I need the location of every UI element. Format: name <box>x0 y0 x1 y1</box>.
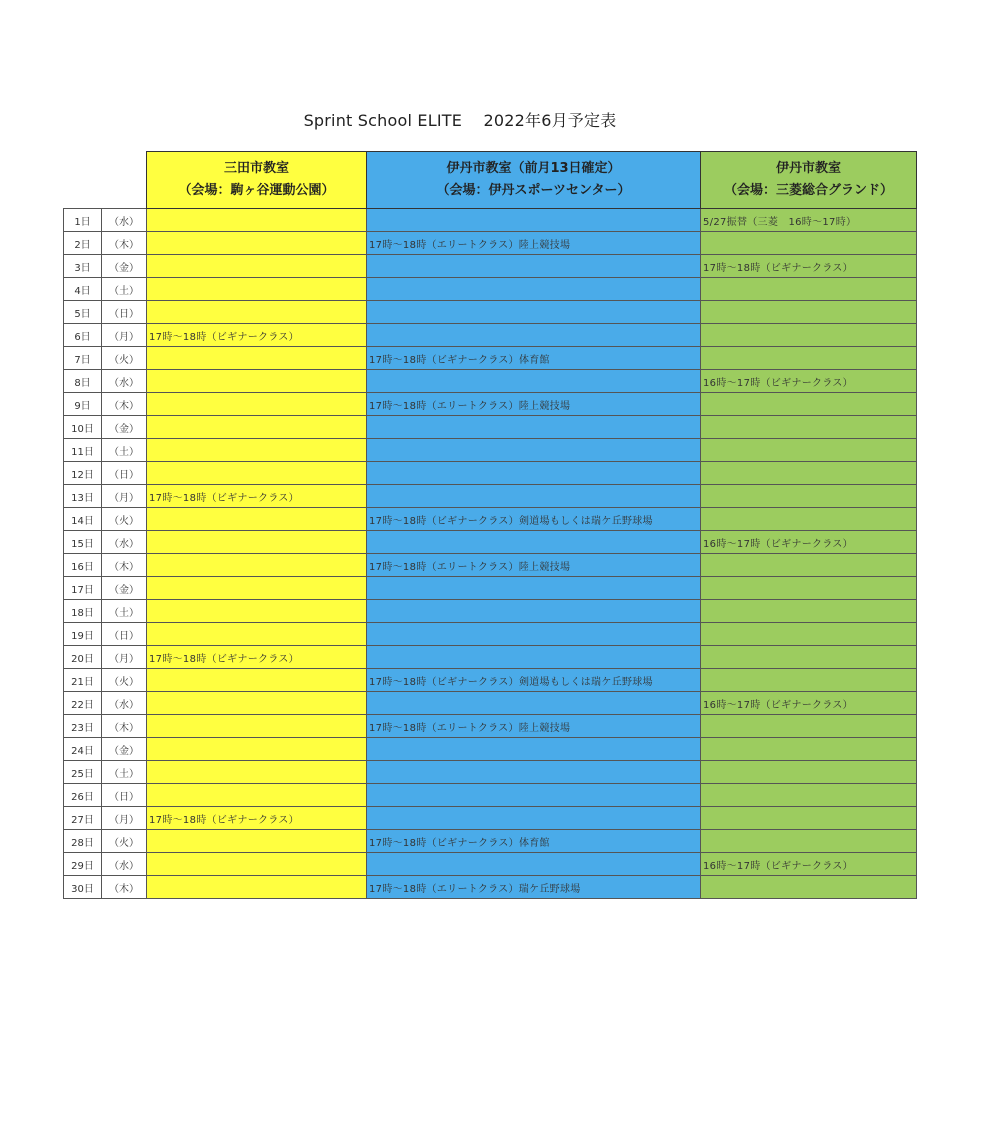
itami-sports-cell: 17時～18時（エリートクラス）陸上競技場 <box>367 715 701 738</box>
sanda-cell <box>147 876 367 899</box>
day-cell: 4日 <box>64 278 102 301</box>
header-itami-sports-name: 伊丹市教室（前月13日確定） <box>446 161 621 176</box>
itami-mitsubishi-cell: 17時～18時（ビギナークラス） <box>701 255 917 278</box>
itami-sports-cell: 17時～18時（エリートクラス）陸上競技場 <box>367 393 701 416</box>
weekday-cell: （金） <box>102 577 147 600</box>
weekday-cell: （日） <box>102 623 147 646</box>
itami-mitsubishi-cell: 16時～17時（ビギナークラス） <box>701 531 917 554</box>
day-cell: 12日 <box>64 462 102 485</box>
table-row <box>64 324 917 347</box>
table-row <box>64 784 917 807</box>
header-blank-day <box>64 152 102 209</box>
itami-sports-cell: 17時～18時（エリートクラス）陸上競技場 <box>367 554 701 577</box>
table-row <box>64 393 917 416</box>
table-row <box>64 577 917 600</box>
header-sanda-name: 三田市教室 <box>223 161 289 176</box>
itami-mitsubishi-cell <box>701 393 917 416</box>
sanda-cell: 17時～18時（ビギナークラス） <box>147 324 367 347</box>
sanda-cell <box>147 301 367 324</box>
weekday-cell: （日） <box>102 462 147 485</box>
weekday-cell: （金） <box>102 738 147 761</box>
table-row <box>64 416 917 439</box>
itami-sports-cell <box>367 301 701 324</box>
weekday-cell: （木） <box>102 715 147 738</box>
itami-sports-cell <box>367 462 701 485</box>
itami-mitsubishi-cell <box>701 623 917 646</box>
sanda-cell <box>147 439 367 462</box>
day-cell: 21日 <box>64 669 102 692</box>
itami-mitsubishi-cell <box>701 347 917 370</box>
sanda-cell <box>147 577 367 600</box>
weekday-cell: （木） <box>102 393 147 416</box>
itami-sports-cell <box>367 416 701 439</box>
header-itami-mitsubishi-venue: （会場：三菱総合グランド） <box>723 183 893 198</box>
weekday-cell: （水） <box>102 209 147 232</box>
day-cell: 15日 <box>64 531 102 554</box>
day-cell: 3日 <box>64 255 102 278</box>
itami-sports-cell <box>367 577 701 600</box>
itami-sports-cell <box>367 439 701 462</box>
itami-mitsubishi-cell <box>701 324 917 347</box>
day-cell: 2日 <box>64 232 102 255</box>
table-row <box>64 232 917 255</box>
itami-mitsubishi-cell <box>701 577 917 600</box>
day-cell: 26日 <box>64 784 102 807</box>
weekday-cell: （日） <box>102 784 147 807</box>
weekday-cell: （火） <box>102 508 147 531</box>
header-itami-mitsubishi-name: 伊丹市教室 <box>775 161 841 176</box>
table-row <box>64 370 917 393</box>
sanda-cell <box>147 278 367 301</box>
itami-sports-cell <box>367 761 701 784</box>
header-sanda <box>147 152 367 209</box>
sanda-cell <box>147 232 367 255</box>
itami-mitsubishi-cell: 16時～17時（ビギナークラス） <box>701 692 917 715</box>
day-cell: 17日 <box>64 577 102 600</box>
table-row <box>64 876 917 899</box>
itami-mitsubishi-cell: 16時～17時（ビギナークラス） <box>701 370 917 393</box>
table-row <box>64 807 917 830</box>
table-row <box>64 600 917 623</box>
itami-sports-cell <box>367 370 701 393</box>
weekday-cell: （水） <box>102 853 147 876</box>
table-row <box>64 554 917 577</box>
day-cell: 9日 <box>64 393 102 416</box>
itami-sports-cell <box>367 784 701 807</box>
sanda-cell <box>147 784 367 807</box>
weekday-cell: （月） <box>102 324 147 347</box>
weekday-cell: （金） <box>102 255 147 278</box>
table-row <box>64 255 917 278</box>
header-itami-sports <box>367 152 701 209</box>
table-row <box>64 439 917 462</box>
day-cell: 14日 <box>64 508 102 531</box>
itami-sports-cell <box>367 646 701 669</box>
itami-mitsubishi-cell <box>701 715 917 738</box>
header-itami-mitsubishi <box>701 152 917 209</box>
sanda-cell <box>147 209 367 232</box>
header-itami-sports-venue: （会場：伊丹スポーツセンター） <box>436 183 631 198</box>
weekday-cell: （水） <box>102 692 147 715</box>
table-row <box>64 715 917 738</box>
day-cell: 20日 <box>64 646 102 669</box>
itami-mitsubishi-cell <box>701 876 917 899</box>
itami-mitsubishi-cell: 16時～17時（ビギナークラス） <box>701 853 917 876</box>
day-cell: 6日 <box>64 324 102 347</box>
day-cell: 11日 <box>64 439 102 462</box>
itami-sports-cell: 17時～18時（ビギナークラス）剣道場もしくは瑞ケ丘野球場 <box>367 508 701 531</box>
day-cell: 10日 <box>64 416 102 439</box>
weekday-cell: （日） <box>102 301 147 324</box>
itami-mitsubishi-cell: 5/27振替（三菱 16時～17時） <box>701 209 917 232</box>
weekday-cell: （木） <box>102 876 147 899</box>
day-cell: 23日 <box>64 715 102 738</box>
itami-sports-cell <box>367 692 701 715</box>
page-title: Sprint School ELITE 2022年6月予定表 <box>303 111 617 130</box>
itami-sports-cell <box>367 324 701 347</box>
sanda-cell <box>147 715 367 738</box>
day-cell: 30日 <box>64 876 102 899</box>
table-row <box>64 761 917 784</box>
table-row <box>64 462 917 485</box>
itami-sports-cell: 17時～18時（ビギナークラス）体育館 <box>367 347 701 370</box>
weekday-cell: （土） <box>102 600 147 623</box>
weekday-cell: （月） <box>102 485 147 508</box>
itami-sports-cell: 17時～18時（ビギナークラス）剣道場もしくは瑞ケ丘野球場 <box>367 669 701 692</box>
itami-mitsubishi-cell <box>701 600 917 623</box>
weekday-cell: （水） <box>102 531 147 554</box>
itami-mitsubishi-cell <box>701 761 917 784</box>
schedule-table <box>63 151 917 899</box>
weekday-cell: （火） <box>102 669 147 692</box>
weekday-cell: （土） <box>102 439 147 462</box>
itami-sports-cell <box>367 209 701 232</box>
day-cell: 25日 <box>64 761 102 784</box>
table-row <box>64 692 917 715</box>
itami-mitsubishi-cell <box>701 416 917 439</box>
sanda-cell <box>147 623 367 646</box>
itami-sports-cell <box>367 623 701 646</box>
itami-mitsubishi-cell <box>701 807 917 830</box>
sanda-cell <box>147 692 367 715</box>
day-cell: 22日 <box>64 692 102 715</box>
day-cell: 16日 <box>64 554 102 577</box>
sanda-cell: 17時～18時（ビギナークラス） <box>147 807 367 830</box>
weekday-cell: （火） <box>102 347 147 370</box>
table-row <box>64 347 917 370</box>
sanda-cell <box>147 462 367 485</box>
weekday-cell: （月） <box>102 807 147 830</box>
itami-mitsubishi-cell <box>701 278 917 301</box>
sanda-cell <box>147 669 367 692</box>
table-row <box>64 646 917 669</box>
day-cell: 24日 <box>64 738 102 761</box>
table-row <box>64 485 917 508</box>
itami-mitsubishi-cell <box>701 830 917 853</box>
table-row <box>64 853 917 876</box>
day-cell: 27日 <box>64 807 102 830</box>
sanda-cell <box>147 508 367 531</box>
sanda-cell: 17時～18時（ビギナークラス） <box>147 646 367 669</box>
sanda-cell <box>147 738 367 761</box>
table-row <box>64 209 917 232</box>
itami-mitsubishi-cell <box>701 738 917 761</box>
itami-sports-cell: 17時～18時（エリートクラス）瑞ケ丘野球場 <box>367 876 701 899</box>
sanda-cell <box>147 255 367 278</box>
weekday-cell: （木） <box>102 232 147 255</box>
itami-sports-cell: 17時～18時（ビギナークラス）体育館 <box>367 830 701 853</box>
table-row <box>64 623 917 646</box>
day-cell: 8日 <box>64 370 102 393</box>
itami-mitsubishi-cell <box>701 508 917 531</box>
sanda-cell <box>147 600 367 623</box>
itami-mitsubishi-cell <box>701 301 917 324</box>
itami-sports-cell <box>367 807 701 830</box>
itami-sports-cell: 17時～18時（エリートクラス）陸上競技場 <box>367 232 701 255</box>
day-cell: 18日 <box>64 600 102 623</box>
header-blank-weekday <box>102 152 147 209</box>
itami-mitsubishi-cell <box>701 485 917 508</box>
itami-sports-cell <box>367 278 701 301</box>
sanda-cell <box>147 761 367 784</box>
table-row <box>64 738 917 761</box>
day-cell: 19日 <box>64 623 102 646</box>
sanda-cell <box>147 531 367 554</box>
table-row <box>64 301 917 324</box>
day-cell: 1日 <box>64 209 102 232</box>
itami-sports-cell <box>367 853 701 876</box>
header-sanda-venue: （会場：駒ヶ谷運動公園） <box>178 183 335 198</box>
day-cell: 7日 <box>64 347 102 370</box>
sanda-cell <box>147 416 367 439</box>
weekday-cell: （火） <box>102 830 147 853</box>
header-row <box>64 152 917 209</box>
sanda-cell <box>147 393 367 416</box>
itami-mitsubishi-cell <box>701 646 917 669</box>
table-row <box>64 531 917 554</box>
table-row <box>64 669 917 692</box>
itami-sports-cell <box>367 600 701 623</box>
table-row <box>64 830 917 853</box>
sanda-cell <box>147 554 367 577</box>
itami-mitsubishi-cell <box>701 669 917 692</box>
day-cell: 28日 <box>64 830 102 853</box>
itami-sports-cell <box>367 738 701 761</box>
sanda-cell <box>147 370 367 393</box>
sanda-cell <box>147 347 367 370</box>
itami-mitsubishi-cell <box>701 232 917 255</box>
day-cell: 13日 <box>64 485 102 508</box>
itami-mitsubishi-cell <box>701 784 917 807</box>
weekday-cell: （木） <box>102 554 147 577</box>
day-cell: 29日 <box>64 853 102 876</box>
sanda-cell <box>147 853 367 876</box>
table-row <box>64 278 917 301</box>
sanda-cell <box>147 830 367 853</box>
sanda-cell: 17時～18時（ビギナークラス） <box>147 485 367 508</box>
itami-sports-cell <box>367 531 701 554</box>
weekday-cell: （土） <box>102 278 147 301</box>
weekday-cell: （金） <box>102 416 147 439</box>
day-cell: 5日 <box>64 301 102 324</box>
weekday-cell: （水） <box>102 370 147 393</box>
weekday-cell: （土） <box>102 761 147 784</box>
itami-mitsubishi-cell <box>701 439 917 462</box>
itami-mitsubishi-cell <box>701 462 917 485</box>
itami-sports-cell <box>367 485 701 508</box>
table-row <box>64 508 917 531</box>
itami-sports-cell <box>367 255 701 278</box>
itami-mitsubishi-cell <box>701 554 917 577</box>
weekday-cell: （月） <box>102 646 147 669</box>
